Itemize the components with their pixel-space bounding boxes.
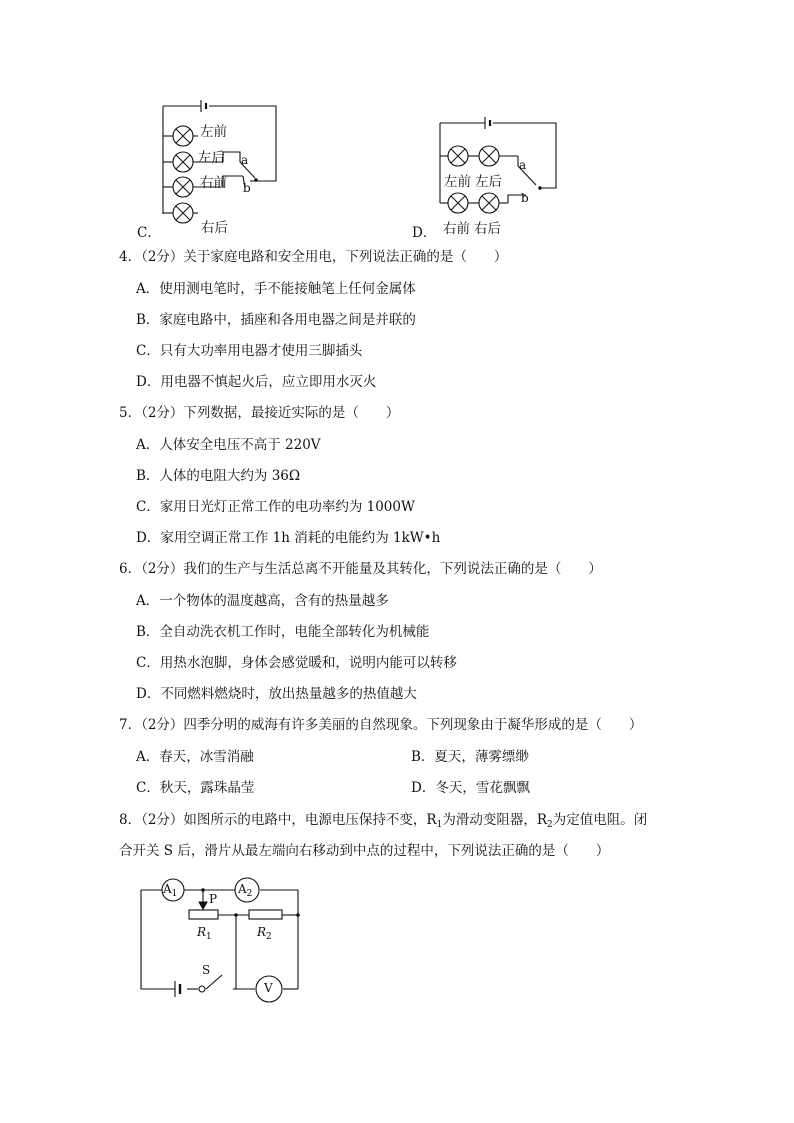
question-stem-line-1 bbox=[119, 811, 647, 829]
option-a: A．一个物体的温度越高，含有的热量越多 bbox=[136, 593, 389, 609]
option-a: A．人体安全电压不高于 220V bbox=[136, 437, 321, 453]
slider-p-label: P bbox=[209, 892, 218, 906]
option-d: D．不同燃料燃烧时，放出热量越多的热值越大 bbox=[136, 686, 417, 702]
lamp-label-left-rear: 左后 bbox=[198, 150, 225, 166]
circuit-d-diagram bbox=[430, 115, 570, 220]
resistor-r2-label bbox=[257, 925, 272, 942]
lamp-label-right-front: 右前 bbox=[443, 221, 470, 237]
option-c: C．用热水泡脚，身体会感觉暖和，说明内能可以转移 bbox=[136, 655, 457, 671]
switch-s-label: S bbox=[202, 963, 211, 977]
question-stem: 6．（2分）我们的生产与生活总离不开能量及其转化，下列说法正确的是（ ） bbox=[119, 561, 602, 577]
option-b: B．夏天，薄雾缥缈 bbox=[411, 749, 529, 765]
question-stem: 7．（2分）四季分明的威海有许多美丽的自然现象。下列现象由于凝华形成的是（ ） bbox=[119, 717, 643, 733]
question-stem-line-2: 合开关 S 后，滑片从最左端向右移动到中点的过程中，下列说法正确的是（ ） bbox=[119, 843, 610, 859]
ammeter-a1-icon bbox=[163, 882, 178, 899]
stem-part: 为定值电阻。闭 bbox=[552, 812, 648, 828]
lamp-label-left-front: 左前 bbox=[444, 174, 471, 190]
subscript: 1 bbox=[436, 820, 443, 830]
subscript: 2 bbox=[547, 820, 553, 830]
option-b: B．家庭电路中，插座和各用电器之间是并联的 bbox=[136, 312, 416, 328]
subscript: 1 bbox=[171, 889, 178, 899]
switch-a-label: a bbox=[519, 158, 527, 172]
question-stem: 4．（2分）关于家庭电路和安全用电，下列说法正确的是（ ） bbox=[119, 249, 508, 265]
lamp-label-left-front: 左前 bbox=[200, 124, 227, 140]
option-d: D．冬天，雪花飘飘 bbox=[411, 780, 530, 796]
lamp-label-right-front: 右前 bbox=[200, 175, 227, 191]
resistor-r2-text: R bbox=[257, 925, 267, 939]
stem-part: 8．（2分）如图所示的电路中，电源电压保持不变，R bbox=[119, 812, 437, 828]
option-c: C．秋天，露珠晶莹 bbox=[136, 780, 255, 796]
lamp-label-right-rear: 右后 bbox=[474, 221, 501, 237]
option-a: A．春天，冰雪消融 bbox=[136, 749, 254, 765]
question-stem: 5．（2分）下列数据，最接近实际的是（ ） bbox=[119, 405, 400, 421]
q8-circuit-diagram bbox=[135, 872, 310, 1007]
subscript: 2 bbox=[266, 932, 272, 942]
subscript: 2 bbox=[246, 889, 253, 899]
resistor-r1-text: R bbox=[197, 925, 207, 939]
lamp-label-right-rear: 右后 bbox=[201, 220, 228, 236]
option-d-label: D． bbox=[412, 225, 437, 241]
switch-a-label: a bbox=[241, 153, 249, 167]
voltmeter-icon: V bbox=[264, 981, 273, 995]
ammeter-a1-label: A bbox=[163, 882, 172, 896]
option-c: C．家用日光灯正常工作的电功率约为 1000W bbox=[136, 499, 415, 515]
circuit-c-diagram bbox=[135, 96, 285, 236]
ammeter-a2-icon bbox=[238, 882, 253, 899]
option-a: A．使用测电笔时，手不能接触笔上任何金属体 bbox=[136, 281, 416, 297]
switch-b-label: b bbox=[521, 191, 529, 205]
option-c-label: C． bbox=[137, 225, 161, 241]
ammeter-a2-label: A bbox=[238, 882, 247, 896]
option-c: C．只有大功率用电器才使用三脚插头 bbox=[136, 343, 363, 359]
resistor-r1-label bbox=[197, 925, 212, 942]
option-d: D．用电器不慎起火后，应立即用水灭火 bbox=[136, 374, 377, 390]
option-b: B．全自动洗衣机工作时，电能全部转化为机械能 bbox=[136, 624, 430, 640]
option-d: D．家用空调正常工作 1h 消耗的电能约为 1kW•h bbox=[136, 530, 441, 546]
switch-b-label: b bbox=[243, 181, 251, 195]
lamp-label-left-rear: 左后 bbox=[475, 174, 502, 190]
stem-part: 为滑动变阻器，R bbox=[442, 812, 547, 828]
subscript: 1 bbox=[206, 932, 212, 942]
option-b: B．人体的电阻大约为 36Ω bbox=[136, 468, 301, 484]
